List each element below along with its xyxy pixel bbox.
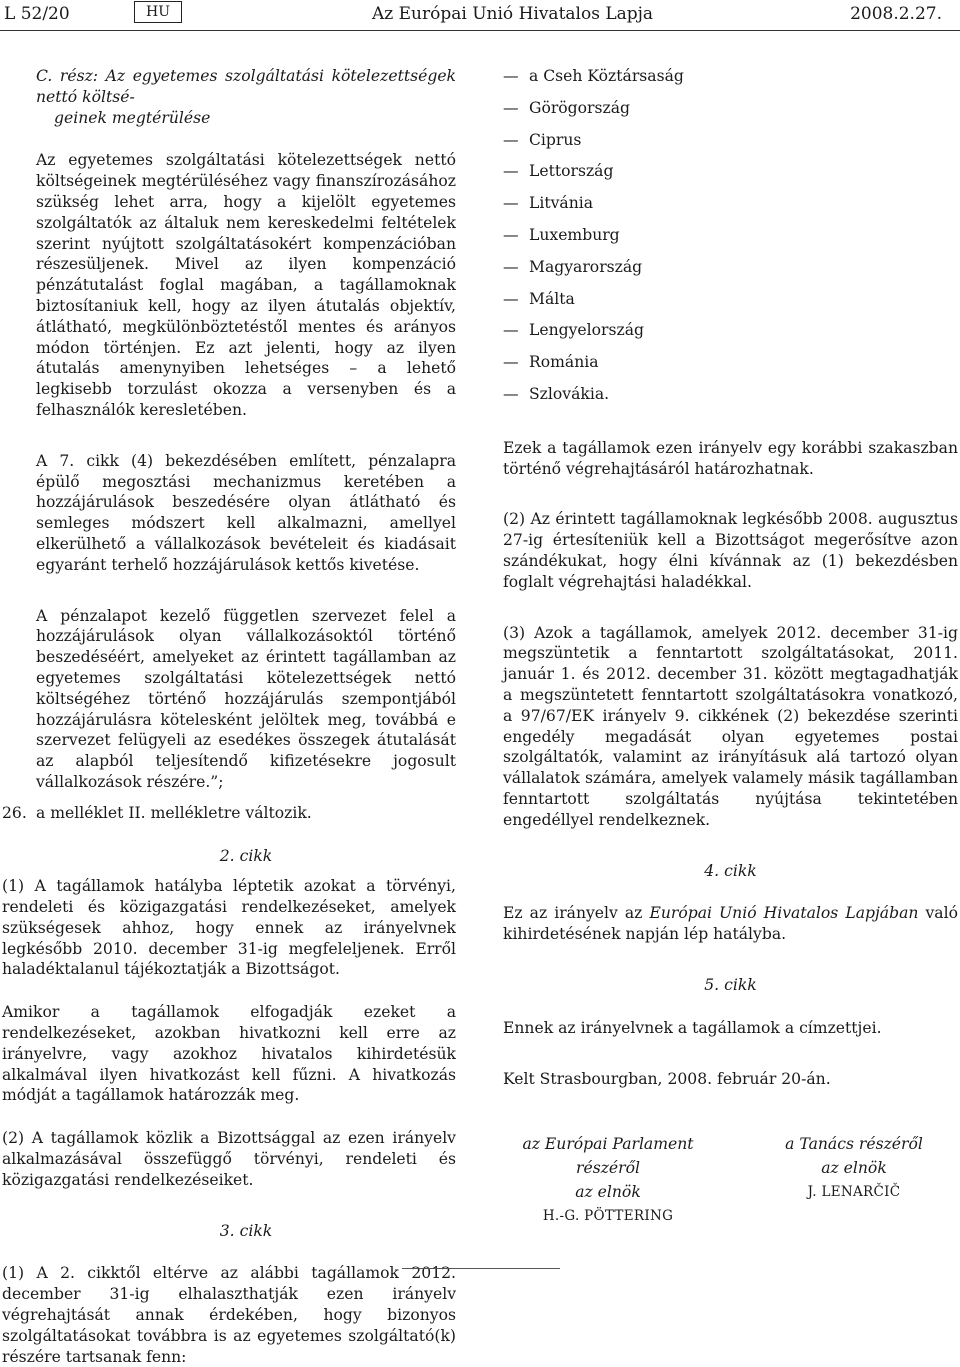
paragraph-cost-compensation: Az egyetemes szolgáltatási kötelezettségek nettó költségeinek megtérüléséhez vagy finanszírozásához szükség lehet arra, hogy a kijelölt egyetemes szolgáltatók az általuk nem kereskedelmi feltételek szerint nyújtott szolgáltatásokért kompenzációban részesüljenek. Mivel az ilyen kompenzáció pénzátutalást foglal magában, a tagállamoknak biztosítaniuk kell, hogy az ilyen átutalás objektív, átlátható, megkülönböztetéstől mentes és arányos módon történjen. Ez azt jelenti, hogy az ilyen átutalás amenynyiben lehetséges – a lehető legkisebb torzulást okozza a versenyben és a felhasználók keresletében. xyxy=(36,151,456,419)
header-divider xyxy=(0,30,960,31)
article-2-title: 2. cikk xyxy=(219,846,273,865)
dash-marker: — xyxy=(503,67,519,85)
dash-marker: — xyxy=(503,321,519,340)
article-5-title: 5. cikk xyxy=(704,975,757,994)
dash-marker: — xyxy=(503,289,519,308)
section-heading: C. rész: Az egyetemes szolgáltatási kötelezettségek nettó költsé- geinek megtérülése xyxy=(36,67,456,127)
signature-parliament: az Európai Parlament részéről az elnök H.-G. PÖTTERING xyxy=(522,1135,694,1224)
dash-marker: — xyxy=(503,98,519,117)
page-number: L 52/20 xyxy=(4,4,70,24)
article-2-paragraph-1: (1) A tagállamok hatályba léptetik azokat a törvényi, rendeleti és közigazgatási rendelkezéseket, amelyek szükségesek ahhoz, hogy ennek az irányelvnek legkésőbb 2010. december 31-ig megfeleljenek. Erről haladéktalanul tájékoztatják a Bizottságot. xyxy=(2,877,456,979)
right-column xyxy=(503,66,958,1089)
article-3-paragraph-1: (1) A 2. cikktől eltérve az alábbi tagállamok 2012. december 31-ig elhalaszthatják ezen irányelv végrehajtását annak érdekében, hogy bizonyos szolgáltatásokat továbbra is az egyetemes szolgáltató(k) részére tartsanak fenn: xyxy=(2,1264,456,1366)
country-list-item: — a Cseh Köztársaság xyxy=(503,67,684,85)
article-3-paragraph-3: (3) Azok a tagállamok, amelyek 2012. december 31-ig megszüntetik a fenntartott szolgáltatásokat, 2011. január 1. és 2012. december 31. között megtagadhatják a megszüntetett fenntartott szolgáltatásokra vonatkozó, a 97/67/EK irányelv 9. cikkének (2) bekezdése szerinti engedély megadását olyan egyetemes postai szolgáltatók, valamint az irányításuk alá tartozó olyan vállalatok számára, amelyek valamely másik tagállamban fenntartott szolgáltatás nyújtása tekintetében engedéllyel rendelkeznek. xyxy=(503,623,958,829)
page-header xyxy=(0,0,960,30)
journal-title: Az Európai Unió Hivatalos Lapja xyxy=(372,4,654,24)
country-list-item: — Magyarország xyxy=(503,257,643,276)
article-3-paragraph-2: (2) Az érintett tagállamoknak legkésőbb 2008. augusztus 27-ig értesíteniük kell a Bizottságot megerősítve azon szándékukat, hogy élni kívánnak az (1) bekezdésben foglalt végrehajtási haladékkal. xyxy=(503,510,958,591)
issue-date: 2008.2.27. xyxy=(850,4,942,24)
paragraph-fund-body: A pénzalapot kezelő független szervezet felel a hozzájárulások olyan vállalkozásoktól történő beszedéséért, amelyeket az érintett tagállamban az egyetemes szolgáltatási kötelezettségek nettó költségéhez történő hozzájárulás szempontjából hozzájárulásra kötelesként jelöltek meg, továbbá e szervezet felügyeli az esedékes összegek átutalását az alapból teljesítendő kifizetésekre jogosult vállalkozások részére.”; xyxy=(36,606,456,791)
dash-marker: — xyxy=(503,353,519,372)
country-list-item: — Görögország xyxy=(503,98,631,117)
dash-marker: — xyxy=(503,162,519,181)
article-2-paragraph-2: Amikor a tagállamok elfogadják ezeket a rendelkezéseket, azokban hivatkozni kell erre az irányelvre, vagy azokhoz hivatalos kihirdetésük alkalmával ilyen hivatkozást kell fűzni. A hivatkozás módját a tagállamok határozzák meg. xyxy=(2,1003,456,1105)
paragraph-earlier-implementation: Ezek a tagállamok ezen irányelv egy korábbi szakaszban történő végrehajtásáról határozhatnak. xyxy=(503,438,958,478)
country-list xyxy=(503,66,958,416)
article-3-title: 3. cikk xyxy=(219,1221,273,1240)
left-column xyxy=(2,66,456,1367)
dash-marker: — xyxy=(503,130,519,149)
place-and-date: Kelt Strasbourgban, 2008. február 20-án. xyxy=(503,1069,831,1088)
country-list-item: — Ciprus xyxy=(503,130,582,149)
article-4-text: Ez az irányelv az Európai Unió Hivatalos Lapjában való kihirdetésének napján lép hatályba. xyxy=(503,904,958,944)
article-5-text: Ennek az irányelvnek a tagállamok a címzettjei. xyxy=(503,1018,882,1037)
country-list-item: — Szlovákia. xyxy=(503,384,610,403)
paragraph-sharing-mechanism: A 7. cikk (4) bekezdésében említett, pénzalapra épülő megosztási mechanizmus keretében a hozzájárulások beszedésére olyan átlátható és semleges módszert kell alkalmazni, amellyel elkerülhető a vállalkozások bevételeit és kiadásait egyaránt terhelő hozzájárulások kettős kivetése. xyxy=(36,451,456,574)
article-2-paragraph-3: (2) A tagállamok közlik a Bizottsággal az ezen irányelv alkalmazásával összefüggő törvényi, rendeleti és közigazgatási rendelkezéseiket. xyxy=(2,1129,456,1189)
country-list-item: — Lengyelország xyxy=(503,321,644,340)
signature-council: a Tanács részéről az elnök J. LENARČIČ xyxy=(785,1135,923,1200)
footer-divider xyxy=(402,1268,560,1269)
country-list-item: — Románia xyxy=(503,353,599,372)
language-badge: HU xyxy=(134,1,182,23)
dash-marker: — xyxy=(503,257,519,276)
country-list-item: — Lettország xyxy=(503,162,614,181)
dash-marker: — xyxy=(503,384,519,403)
country-list-item: — Málta xyxy=(503,289,575,308)
dash-marker: — xyxy=(503,225,519,244)
item-26: 26. a melléklet II. mellékletre változik. xyxy=(2,803,312,822)
country-list-item: — Luxemburg xyxy=(503,225,620,244)
country-list-item: — Litvánia xyxy=(503,194,594,213)
article-4-title: 4. cikk xyxy=(704,861,757,880)
dash-marker: — xyxy=(503,194,519,213)
